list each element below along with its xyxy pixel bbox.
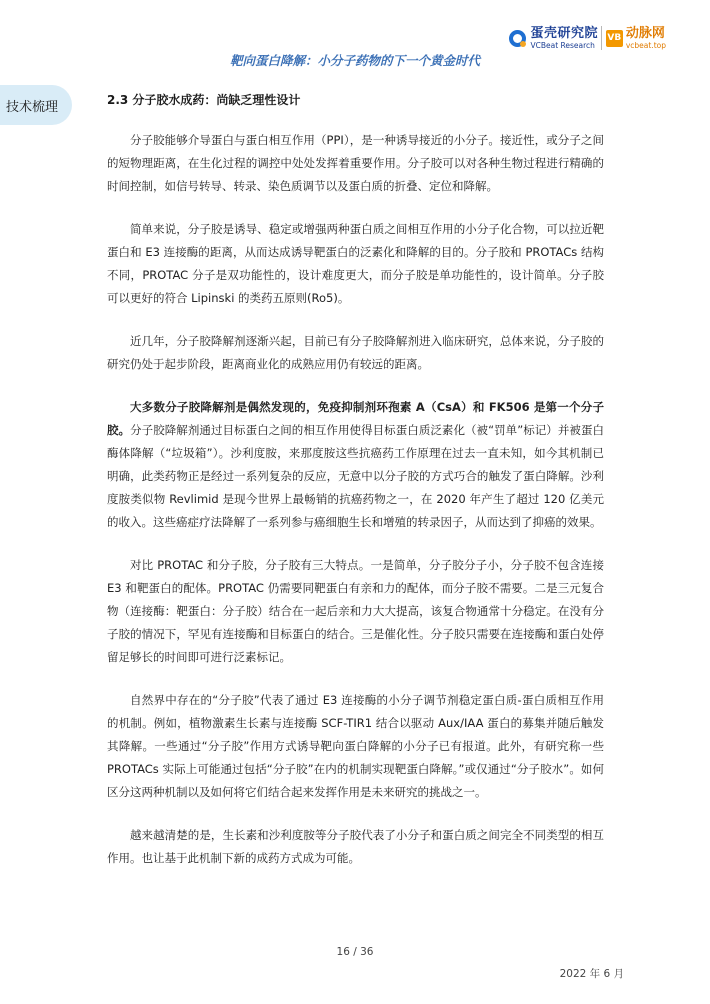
dongmai-logo	[606, 24, 666, 52]
paragraph-2: 简单来说，分子胶是诱导、稳定或增强两种蛋白质之间相互作用的小分子化合物，可以拉近靶蛋白和 E3 连接酶的距离，从而达成诱导靶蛋白的泛素化和降解的目的。分子胶和 PROTACs 结构不同，PROTAC 分子是双功能性的，设计难度更大，而分子胶是单功能性的，设计简单。分子胶可以更好的符合 Lipinski 的类药五原则(Ro5)。	[107, 222, 604, 305]
paragraph-7: 越来越清楚的是，生长素和沙利度胺等分子胶代表了小分子和蛋白质之间完全不同类型的相互作用。也让基于此机制下新的成药方式成为可能。	[107, 828, 604, 865]
dongmai-logo-cn: 动脉网	[625, 25, 665, 41]
vcbeat-research-logo	[509, 24, 598, 52]
paragraph-4	[107, 396, 604, 534]
logo-divider	[601, 26, 602, 50]
vcbeat-logo-cn: 蛋壳研究院	[530, 25, 598, 41]
footer-date: 2022 年 6 月	[559, 968, 624, 980]
paragraph-6: 自然界中存在的“分子胶”代表了通过 E3 连接酶的小分子调节剂稳定蛋白质-蛋白质相互作用的机制。例如，植物激素生长素与连接酶 SCF-TIR1 结合以驱动 Aux/IAA 蛋白的募集并随后触发其降解。一些通过“分子胶”作用方式诱导靶向蛋白降解的小分子已有报道。此外，有研究称一些 PROTACs 实际上可能通过包括“分子胶”在内的机制实现靶蛋白降解。”或仅通过“分子胶水”。如何区分这两种机制以及如何将它们结合起来发挥作用是未来研究的挑战之一。	[107, 693, 604, 799]
dongmai-logo-en: vcbeat.top	[625, 40, 666, 50]
vcbeat-logo-en: VCBeat Research	[530, 40, 595, 50]
dongmai-logo-icon: VB	[606, 30, 623, 47]
paragraph-3: 近几年，分子胶降解剂逐渐兴起，目前已有分子胶降解剂进入临床研究，总体来说，分子胶的研究仍处于起步阶段，距离商业化的成熟应用仍有较远的距离。	[107, 334, 604, 371]
paragraph-4-body: 分子胶降解剂通过目标蛋白之间的相互作用使得目标蛋白质泛素化（被“罚单”标记）并被蛋白酶体降解（“垃圾箱”）。沙利度胺，来那度胺这些抗癌药工作原理在过去一直未知，如今其机制已明确，此类药物正是经过一系列复杂的反应，无意中以分子胶的方式巧合的触发了蛋白降解。沙利度胺类似物 Revlimid 是现今世界上最畅销的抗癌药物之一，在 2020 年产生了超过 120 亿美元的收入。这些癌症疗法降解了一系列参与癌细胞生长和增殖的转录因子，从而达到了抑癌的效果。	[107, 423, 605, 529]
vcbeat-logo-icon	[509, 30, 526, 47]
vcbeat-logo-text	[530, 27, 598, 50]
dongmai-logo-text	[626, 27, 666, 50]
page-number: 16 / 36	[336, 946, 374, 958]
paragraph-5: 对比 PROTAC 和分子胶，分子胶有三大特点。一是简单，分子胶分子小，分子胶不包含连接 E3 和靶蛋白的配体。PROTAC 仍需要同靶蛋白有亲和力的配体，而分子胶不需要。二是三元复合物（连接酶：靶蛋白：分子胶）结合在一起后亲和力大大提高，该复合物通常十分稳定。在没有分子胶的情况下，罕见有连接酶和目标蛋白的结合。三是催化性。分子胶只需要在连接酶和蛋白处停留足够长的时间即可进行泛素标记。	[107, 558, 604, 664]
paragraph-4-bold-lead: 大多数分子胶降解剂是偶然发现的，免疫抑制剂环孢素 A（CsA）和 FK506 是第一个分子胶。	[107, 400, 604, 437]
section-heading: 2.3 分子胶水成药：尚缺乏理性设计	[107, 93, 301, 107]
side-section-tab	[0, 85, 72, 125]
side-section-tab-label: 技术梳理	[6, 99, 59, 115]
page-header	[0, 0, 710, 70]
paragraph-1: 分子胶能够介导蛋白与蛋白相互作用（PPI），是一种诱导接近的小分子。接近性，或分子之间的短物理距离，在生化过程的调控中处处发挥着重要作用。分子胶可以对各种生物过程进行精确的时间控制，如信号转导、转录、染色质调节以及蛋白质的折叠、定位和降解。	[107, 133, 604, 193]
main-content	[107, 91, 604, 890]
document-title: 靶向蛋白降解：小分子药物的下一个黄金时代	[229, 53, 480, 68]
